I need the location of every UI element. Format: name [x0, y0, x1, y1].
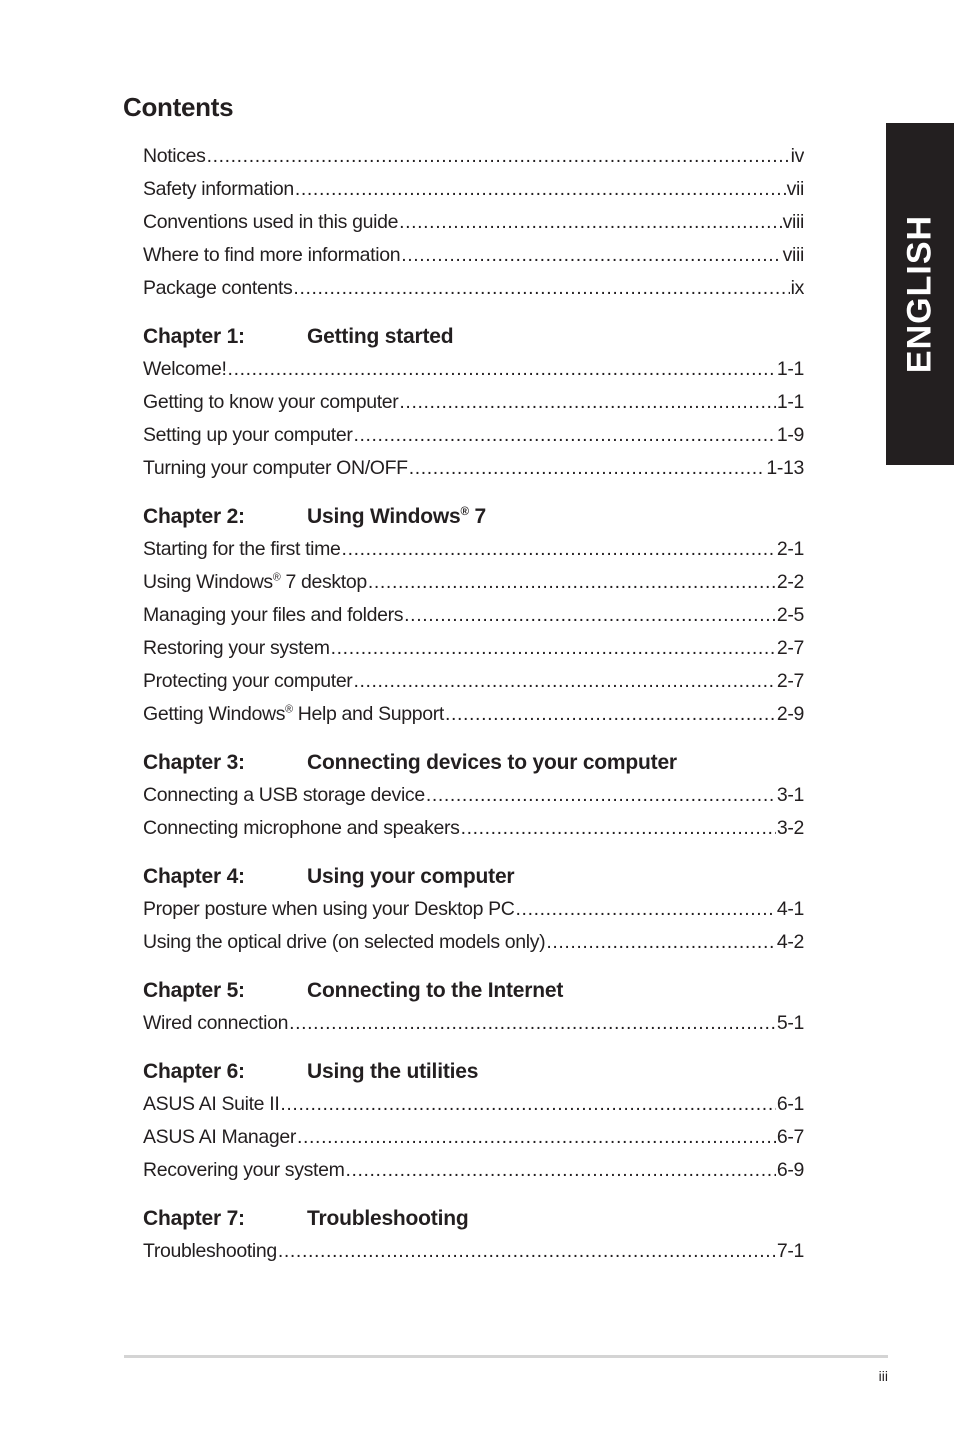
toc-entry[interactable]	[143, 1088, 804, 1121]
toc-entry-page: 6-9	[776, 1159, 804, 1181]
toc-entry-page: 4-2	[776, 931, 804, 953]
chapter-title: Getting started	[307, 324, 454, 348]
toc-entry-page: 4-1	[776, 898, 804, 920]
language-tab-label: ENGLISH	[900, 214, 939, 374]
toc-entry-page: 1-13	[766, 457, 804, 479]
toc-entry-label: ASUS AI Manager	[143, 1126, 296, 1148]
chapter-number: Chapter 6:	[143, 1059, 245, 1083]
toc-entry-page: 3-1	[776, 784, 804, 806]
toc-entry[interactable]	[143, 566, 804, 599]
toc-entry-label: Using the optical drive (on selected models only)	[143, 931, 546, 953]
table-of-contents	[143, 140, 804, 1268]
toc-entry-label: Getting to know your computer	[143, 391, 399, 413]
page-title: Contents	[123, 92, 234, 122]
toc-entry-page: 6-7	[776, 1126, 804, 1148]
toc-entry-page: 1-9	[776, 424, 804, 446]
dot-leader	[368, 566, 776, 599]
toc-entry[interactable]	[143, 812, 804, 845]
toc-entry-label: Restoring your system	[143, 637, 330, 659]
toc-entry-label: Safety information	[143, 178, 294, 200]
dot-leader	[404, 599, 776, 632]
toc-entry-page: 1-1	[776, 358, 804, 380]
toc-entry[interactable]	[143, 173, 804, 206]
toc-entry-label: Setting up your computer	[143, 424, 353, 446]
dot-leader	[409, 452, 766, 485]
toc-entry-page: 1-1	[776, 391, 804, 413]
toc-entry-page: 2-7	[776, 670, 804, 692]
toc-entry-page: 2-9	[776, 703, 804, 725]
chapter-number: Chapter 2:	[143, 504, 245, 528]
chapter-heading[interactable]	[143, 974, 804, 1007]
dot-leader	[331, 632, 776, 665]
toc-entry-page: iv	[790, 145, 804, 167]
toc-entry[interactable]	[143, 698, 804, 731]
toc-entry-label: Turning your computer ON/OFF	[143, 457, 408, 479]
toc-entry-page: 3-2	[776, 817, 804, 839]
dot-leader	[353, 665, 775, 698]
chapter-title: Connecting devices to your computer	[307, 750, 677, 774]
dot-leader	[445, 698, 776, 731]
toc-entry[interactable]	[143, 926, 804, 959]
toc-entry[interactable]	[143, 272, 804, 305]
toc-entry-page: 7-1	[776, 1240, 804, 1262]
chapter-heading[interactable]	[143, 746, 804, 779]
toc-entry[interactable]	[143, 665, 804, 698]
toc-entry[interactable]	[143, 386, 804, 419]
dot-leader	[399, 206, 782, 239]
toc-entry-label: Troubleshooting	[143, 1240, 277, 1262]
chapter-heading[interactable]	[143, 1202, 804, 1235]
chapter-number: Chapter 3:	[143, 750, 245, 774]
toc-entry-label: Protecting your computer	[143, 670, 353, 692]
page-number: iii	[878, 1368, 888, 1384]
footer-divider	[124, 1355, 888, 1358]
toc-entry[interactable]	[143, 140, 804, 173]
toc-entry[interactable]	[143, 1007, 804, 1040]
dot-leader	[228, 353, 776, 386]
dot-leader	[426, 779, 776, 812]
chapter-title: Connecting to the Internet	[307, 978, 564, 1002]
toc-entry[interactable]	[143, 1121, 804, 1154]
chapter-title: Using your computer	[307, 864, 515, 888]
dot-leader	[278, 1235, 776, 1268]
toc-entry[interactable]	[143, 779, 804, 812]
dot-leader	[342, 533, 776, 566]
chapter-number: Chapter 5:	[143, 978, 245, 1002]
toc-entry[interactable]	[143, 206, 804, 239]
chapter-number: Chapter 4:	[143, 864, 245, 888]
toc-entry-label: Recovering your system	[143, 1159, 345, 1181]
chapter-title: Using Windows® 7	[307, 504, 486, 528]
toc-entry-label: Using Windows® 7 desktop	[143, 571, 367, 593]
toc-entry-label: Proper posture when using your Desktop PC	[143, 898, 515, 920]
toc-entry-page: 2-7	[776, 637, 804, 659]
toc-entry[interactable]	[143, 419, 804, 452]
chapter-heading[interactable]	[143, 320, 804, 353]
toc-entry-page: vii	[786, 178, 804, 200]
chapter-heading[interactable]	[143, 500, 804, 533]
chapter-number: Chapter 1:	[143, 324, 245, 348]
dot-leader	[546, 926, 776, 959]
toc-entry[interactable]	[143, 452, 804, 485]
toc-entry-label: Conventions used in this guide	[143, 211, 399, 233]
toc-entry-page: 2-1	[776, 538, 804, 560]
toc-entry-label: Managing your files and folders	[143, 604, 404, 626]
toc-entry-page: viii	[782, 244, 804, 266]
toc-entry[interactable]	[143, 239, 804, 272]
dot-leader	[401, 239, 781, 272]
toc-entry-page: 2-5	[776, 604, 804, 626]
dot-leader	[295, 173, 786, 206]
dot-leader	[399, 386, 775, 419]
toc-entry-label: Connecting microphone and speakers	[143, 817, 460, 839]
dot-leader	[345, 1154, 775, 1187]
toc-entry[interactable]	[143, 893, 804, 926]
toc-entry[interactable]	[143, 1235, 804, 1268]
language-tab	[886, 123, 954, 465]
toc-entry[interactable]	[143, 599, 804, 632]
dot-leader	[207, 140, 790, 173]
toc-entry-label: Connecting a USB storage device	[143, 784, 425, 806]
toc-entry[interactable]	[143, 1154, 804, 1187]
chapter-title: Using the utilities	[307, 1059, 479, 1083]
toc-entry[interactable]	[143, 632, 804, 665]
toc-entry-page: viii	[782, 211, 804, 233]
toc-entry-label: Welcome!	[143, 358, 227, 380]
chapter-heading[interactable]	[143, 860, 804, 893]
toc-entry-label: Package contents	[143, 277, 293, 299]
toc-entry-label: Where to find more information	[143, 244, 401, 266]
dot-leader	[289, 1007, 776, 1040]
toc-entry-label: Getting Windows® Help and Support	[143, 703, 444, 725]
chapter-number: Chapter 7:	[143, 1206, 245, 1230]
dot-leader	[353, 419, 775, 452]
toc-entry-page: 5-1	[776, 1012, 804, 1034]
toc-entry[interactable]	[143, 533, 804, 566]
toc-entry-page: 2-2	[776, 571, 804, 593]
dot-leader	[461, 812, 776, 845]
toc-entry-label: ASUS AI Suite II	[143, 1093, 280, 1115]
toc-entry-label: Notices	[143, 145, 206, 167]
dot-leader	[280, 1088, 775, 1121]
toc-entry[interactable]	[143, 353, 804, 386]
chapter-title: Troubleshooting	[307, 1206, 469, 1230]
dot-leader	[297, 1121, 776, 1154]
toc-entry-label: Wired connection	[143, 1012, 289, 1034]
dot-leader	[516, 893, 776, 926]
toc-entry-page: ix	[790, 277, 804, 299]
chapter-heading[interactable]	[143, 1055, 804, 1088]
toc-entry-page: 6-1	[776, 1093, 804, 1115]
toc-entry-label: Starting for the first time	[143, 538, 341, 560]
dot-leader	[293, 272, 789, 305]
